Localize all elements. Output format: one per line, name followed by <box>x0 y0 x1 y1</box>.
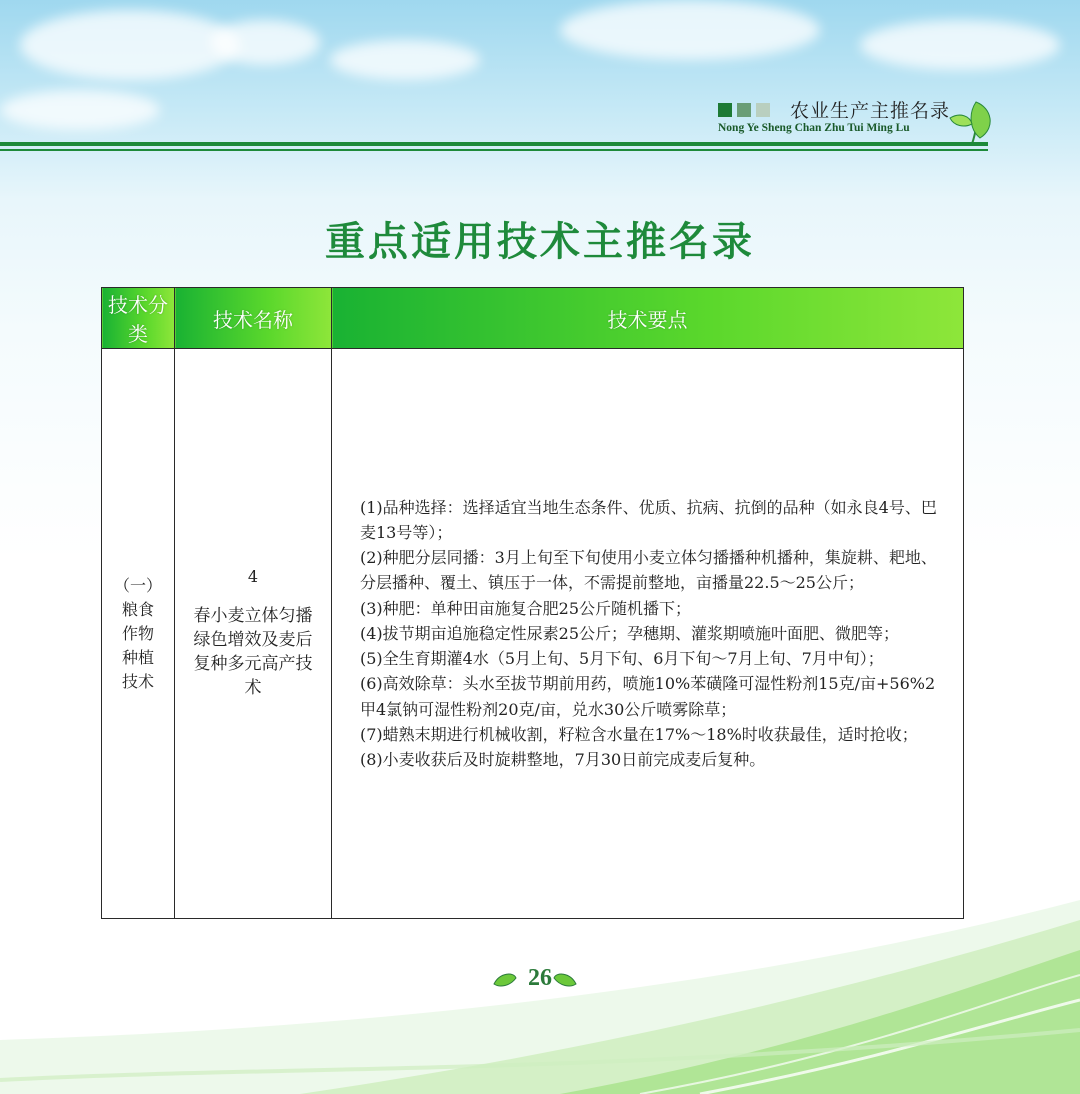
tech-name-cell <box>175 349 332 919</box>
category-line: 种植 <box>121 647 154 667</box>
tech-points-cell <box>332 349 964 919</box>
header-category: 技术分类 <box>102 288 175 349</box>
cloud-decoration <box>330 40 480 80</box>
point-item: (1)品种选择：选择适宜当地生态条件、优质、抗病、抗倒的品种（如永良4号、巴麦13号等）； <box>360 497 937 543</box>
header-rule <box>0 142 988 146</box>
cloud-decoration <box>860 20 1060 70</box>
category-cell <box>102 349 175 919</box>
page-title: 重点适用技术主推名录 <box>325 219 755 265</box>
header-title: 农业生产主推名录 <box>790 100 951 122</box>
cloud-decoration <box>560 0 820 60</box>
point-item: (3)种肥：单种田亩施复合肥25公斤随机播下； <box>360 598 692 618</box>
header-squares-icon <box>718 102 775 116</box>
page-number: 26 <box>528 965 552 991</box>
cloud-decoration <box>0 90 160 130</box>
cloud-decoration <box>20 10 240 80</box>
header-subtitle: Nong Ye Sheng Chan Zhu Tui Ming Lu <box>718 122 910 134</box>
header-points: 技术要点 <box>332 288 964 349</box>
category-line: 技术 <box>121 671 154 691</box>
point-item: (2)种肥分层同播：3月上旬至下旬使用小麦立体匀播播种机播种，集旋耕、耙地、分层播种、覆土、镇压于一体，不需提前整地，亩播量22.5～25公斤； <box>360 548 937 593</box>
point-item: (6)高效除草：头水至拔节期前用药，喷施10%苯磺隆可湿性粉剂15克/亩+56%2甲4氯钠可湿性粉剂20克/亩，兑水30公斤喷雾除草； <box>360 674 936 719</box>
table-row <box>102 349 964 919</box>
point-item: (8)小麦收获后及时旋耕整地，7月30日前完成麦后复种。 <box>360 749 766 769</box>
tech-name: 春小麦立体匀播绿色增效及麦后复种多元高产技术 <box>193 606 313 698</box>
category-line: 粮食 <box>121 599 154 619</box>
category-line: （一） <box>113 575 162 595</box>
tech-table <box>101 287 964 919</box>
header-rule-thin <box>0 149 988 151</box>
cloud-decoration <box>210 20 320 65</box>
point-item: (4)拔节期亩追施稳定性尿素25公斤；孕穗期、灌浆期喷施叶面肥、微肥等； <box>360 623 900 643</box>
header-name: 技术名称 <box>175 288 332 349</box>
point-item: (7)蜡熟末期进行机械收割，籽粒含水量在17%～18%时收获最佳，适时抢收； <box>360 724 918 744</box>
tech-number: 4 <box>247 567 259 586</box>
point-item: (5)全生育期灌4水（5月上旬、5月下旬、6月下旬～7月上旬、7月中旬）； <box>360 649 884 669</box>
category-line: 作物 <box>121 623 154 643</box>
table-header-row <box>102 288 964 349</box>
